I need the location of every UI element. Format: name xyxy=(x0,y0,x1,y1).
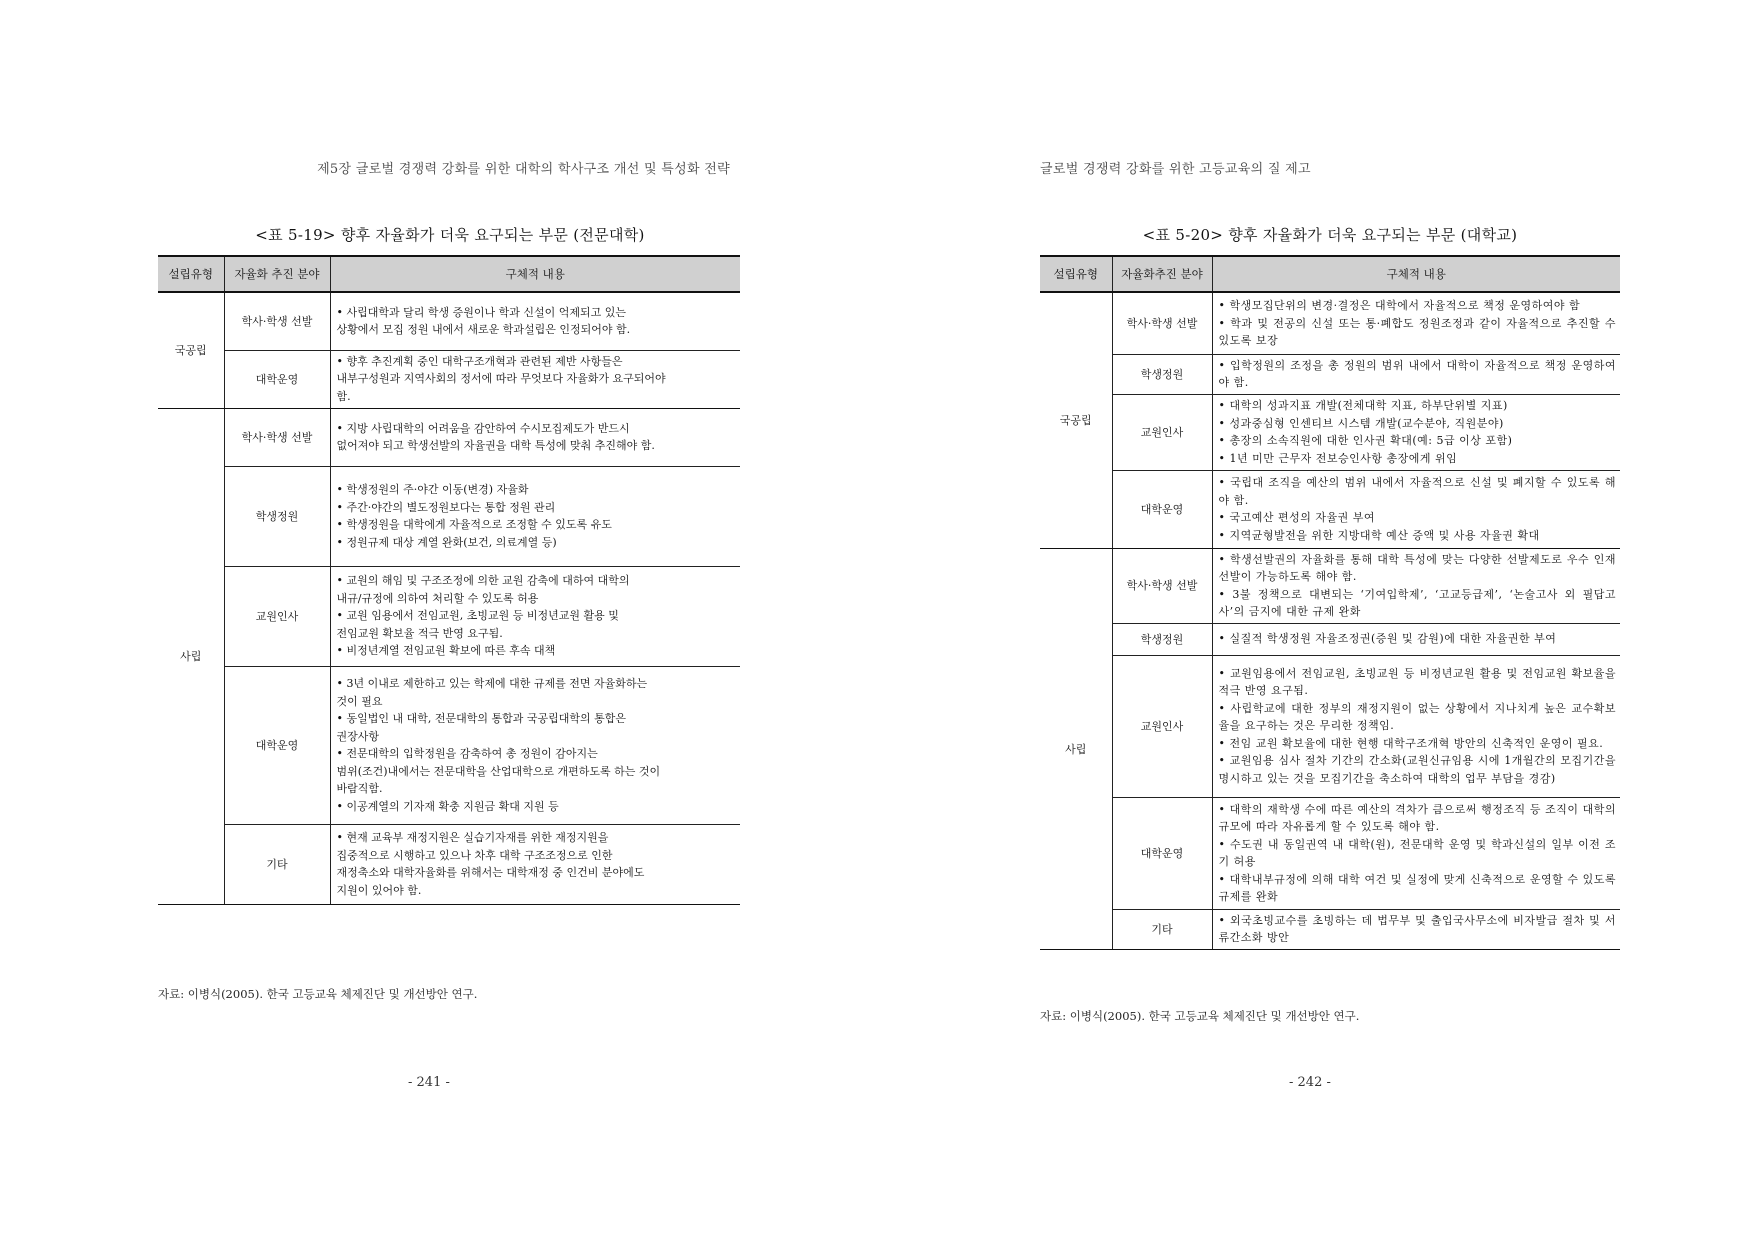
content-line: 바람직함. xyxy=(336,782,383,795)
content-line: • 주간·야간의 별도정원보다는 통합 정원 관리 xyxy=(336,500,556,514)
source-note: 자료: 이병식(2005). 한국 고등교육 체제진단 및 개선방안 연구. xyxy=(158,987,478,1001)
establishment-type-cell: 사립 xyxy=(1040,548,1112,949)
table-row xyxy=(1040,909,1620,949)
content-line: 범위(조건)내에서는 전문대학을 산업대학으로 개편하도록 하는 것이 xyxy=(336,764,661,778)
table-row xyxy=(1040,623,1620,655)
content-cell xyxy=(1212,797,1620,909)
field-cell: 대학운영 xyxy=(1112,797,1212,909)
content-line: • 국고예산 편성의 자율권 부여 xyxy=(1218,511,1375,524)
content-line: • 전임 교원 확보율에 대한 현행 대학구조개혁 방안의 신축적인 운영이 필요. xyxy=(1218,736,1604,750)
establishment-type-cell: 사립 xyxy=(158,408,224,904)
content-cell xyxy=(1212,623,1620,655)
table-row xyxy=(1040,470,1620,548)
content-line: • 학과 및 전공의 신설 또는 통·폐합도 정원조정과 같이 자율적으로 추진할 수 있도록 보장 xyxy=(1218,316,1616,347)
content-line: 전임교원 확보율 적극 반영 요구됨. xyxy=(336,626,503,640)
field-cell: 학사·학생 선발 xyxy=(224,292,330,350)
content-cell xyxy=(1212,655,1620,797)
content-line: • 교원임용 심사 절차 기간의 간소화(교원신규임용 시에 1개월간의 모집기간을 명시하고 있는 것을 모집기간을 축소하여 대학의 업무 부담을 경감) xyxy=(1218,754,1616,785)
header-type: 설립유형 xyxy=(1040,256,1112,292)
field-cell: 기타 xyxy=(224,824,330,904)
content-line: 없어져야 되고 학생선발의 자율권을 대학 특성에 맞춰 추진해야 함. xyxy=(336,439,655,452)
field-cell: 대학운영 xyxy=(224,350,330,408)
header-field: 자율화추진 분야 xyxy=(1112,256,1212,292)
content-line: • 사립대학과 달리 학생 증원이나 학과 신설이 억제되고 있는 xyxy=(336,305,626,319)
content-cell xyxy=(1212,548,1620,623)
header-content: 구체적 내용 xyxy=(1212,256,1620,292)
content-line: • 실질적 학생정원 자율조정권(증원 및 감원)에 대한 자율권한 부여 xyxy=(1218,632,1557,646)
content-line: • 교원임용에서 전임교원, 초빙교원 등 비정년교원 활용 및 전임교원 확보율을 적극 반영 요구됨. xyxy=(1218,666,1616,698)
table-row xyxy=(158,466,740,566)
content-cell xyxy=(330,566,740,666)
content-cell xyxy=(1212,470,1620,548)
left-page xyxy=(0,0,876,1240)
content-line: • 학생정원을 대학에게 자율적으로 조정할 수 있도록 유도 xyxy=(336,518,612,531)
table-row xyxy=(1040,292,1620,354)
header-content: 구체적 내용 xyxy=(330,256,740,292)
field-cell: 학사·학생 선발 xyxy=(1112,292,1212,354)
content-line: • 비정년계열 전임교원 확보에 따른 후속 대책 xyxy=(336,644,556,658)
table-row xyxy=(158,824,740,904)
source-note: 자료: 이병식(2005). 한국 고등교육 체제진단 및 개선방안 연구. xyxy=(1040,1009,1360,1023)
content-line: • 총장의 소속직원에 대한 인사권 확대(예: 5급 이상 포함) xyxy=(1218,434,1513,447)
table-body xyxy=(158,292,740,904)
table-row xyxy=(158,408,740,466)
field-cell: 학사·학생 선발 xyxy=(224,408,330,466)
field-cell: 대학운영 xyxy=(224,666,330,824)
content-line: • 교원 임용에서 전임교원, 초빙교원 등 비정년교원 활용 및 xyxy=(336,609,619,623)
right-page xyxy=(876,0,1753,1240)
content-line: • 국립대 조직을 예산의 범위 내에서 자율적으로 신설 및 폐지할 수 있도록 해야 함. xyxy=(1218,476,1616,507)
content-cell xyxy=(330,666,740,824)
content-cell xyxy=(330,292,740,350)
establishment-type-cell: 국공립 xyxy=(158,292,224,408)
content-line: 것이 필요 xyxy=(336,694,383,708)
content-line: • 사립학교에 대한 정부의 재정지원이 없는 상황에서 지나치게 높은 교수확보율을 요구하는 것은 무리한 정책임. xyxy=(1218,701,1616,733)
page-number: - 241 - xyxy=(408,1075,450,1090)
running-header: 제5장 글로벌 경쟁력 강화를 위한 대학의 학사구조 개선 및 특성화 전략 xyxy=(317,162,730,177)
establishment-type-cell: 국공립 xyxy=(1040,292,1112,548)
content-line: • 성과중심형 인센티브 시스템 개발(교수분야, 직원분야) xyxy=(1218,416,1504,430)
table-body xyxy=(1040,292,1620,949)
content-line: • 3년 이내로 제한하고 있는 학제에 대한 규제를 전면 자율화하는 xyxy=(336,677,648,690)
field-cell: 학사·학생 선발 xyxy=(1112,548,1212,623)
content-cell xyxy=(330,408,740,466)
content-line: • 정원규제 대상 계열 완화(보건, 의료계열 등) xyxy=(336,535,557,549)
autonomy-table-university xyxy=(1040,255,1620,950)
content-line: 재정축소와 대학자율화를 위해서는 대학재정 중 인건비 분야에도 xyxy=(336,866,645,879)
content-line: • 지역균형발전을 위한 지방대학 예산 증액 및 사용 자율권 확대 xyxy=(1218,528,1540,542)
content-line: 내규/규정에 의하여 처리할 수 있도록 허용 xyxy=(336,591,539,605)
field-cell: 교원인사 xyxy=(1112,655,1212,797)
content-line: • 학생정원의 주·야간 이동(변경) 자율화 xyxy=(336,483,529,496)
content-line: • 교원의 해임 및 구조조정에 의한 교원 감축에 대하여 대학의 xyxy=(336,574,630,588)
content-line: • 외국초빙교수를 초빙하는 데 법무부 및 출입국사무소에 비자발급 절차 및 서류간소화 방안 xyxy=(1218,913,1616,944)
table-caption: <표 5-19> 향후 자율화가 더욱 요구되는 부문 (전문대학) xyxy=(255,226,645,244)
table-row xyxy=(1040,354,1620,394)
table-caption: <표 5-20> 향후 자율화가 더욱 요구되는 부문 (대학교) xyxy=(1142,226,1518,244)
content-line: • 입학정원의 조정을 총 정원의 범위 내에서 대학이 자율적으로 책정 운영하여야 함. xyxy=(1218,358,1616,389)
content-line: • 이공계열의 기자재 확충 지원금 확대 지원 등 xyxy=(336,799,559,813)
table-row xyxy=(1040,394,1620,470)
table-row xyxy=(158,566,740,666)
autonomy-table-junior-college xyxy=(158,255,740,905)
content-line: • 지방 사립대학의 어려움을 감안하여 수시모집제도가 반드시 xyxy=(336,421,630,435)
content-line: 내부구성원과 지역사회의 정서에 따라 무엇보다 자율화가 요구되어야 xyxy=(336,372,666,386)
table-row xyxy=(1040,548,1620,623)
content-line: 함. xyxy=(336,389,351,403)
running-header: 글로벌 경쟁력 강화를 위한 고등교육의 질 제고 xyxy=(1040,162,1311,177)
header-field: 자율화 추진 분야 xyxy=(224,256,330,292)
page-number: - 242 - xyxy=(1289,1075,1331,1090)
content-line: 지원이 있어야 함. xyxy=(336,883,422,897)
content-line: • 동일법인 내 대학, 전문대학의 통합과 국공립대학의 통합은 xyxy=(336,712,626,725)
field-cell: 기타 xyxy=(1112,909,1212,949)
content-cell xyxy=(1212,394,1620,470)
table-row xyxy=(158,292,740,350)
table-row xyxy=(158,350,740,408)
content-line: • 대학의 재학생 수에 따른 예산의 격차가 큼으로써 행정조직 등 조직이 대학의 규모에 따라 자유롭게 할 수 있도록 해야 함. xyxy=(1218,802,1616,833)
content-line: • 현재 교육부 재정지원은 실습기자재를 위한 재정지원을 xyxy=(336,831,609,844)
content-line: • 수도권 내 동일권역 내 대학(원), 전문대학 운영 및 학과신설의 일부 이전 조기 허용 xyxy=(1218,837,1616,868)
field-cell: 대학운영 xyxy=(1112,470,1212,548)
content-line: • 3불 정책으로 대변되는 ‘기여입학제’, ‘고교등급제’, ‘논술고사 외 필답고사’의 금지에 대한 규제 완화 xyxy=(1218,587,1616,618)
content-cell xyxy=(1212,354,1620,394)
content-line: • 대학내부규정에 의해 대학 여건 및 실정에 맞게 신축적으로 운영할 수 있도록 규제를 완화 xyxy=(1218,872,1616,903)
content-cell xyxy=(330,350,740,408)
content-line: 집중적으로 시행하고 있으나 차후 대학 구조조정으로 인한 xyxy=(336,848,613,862)
content-line: • 학생선발권의 자율화를 통해 대학 특성에 맞는 다양한 선발제도로 우수 인재 선발이 가능하도록 해야 함. xyxy=(1218,552,1616,583)
table-row xyxy=(158,666,740,824)
content-cell xyxy=(1212,292,1620,354)
content-cell xyxy=(330,466,740,566)
field-cell: 학생정원 xyxy=(224,466,330,566)
content-line: • 1년 미만 근무자 전보승인사항 총장에게 위임 xyxy=(1218,451,1458,465)
content-line: • 학생모집단위의 변경·결정은 대학에서 자율적으로 책정 운영하여야 함 xyxy=(1218,299,1581,312)
table-row xyxy=(1040,797,1620,909)
field-cell: 교원인사 xyxy=(1112,394,1212,470)
content-line: • 전문대학의 입학정원을 감축하여 총 정원이 감아지는 xyxy=(336,747,598,760)
table-row xyxy=(1040,655,1620,797)
header-type: 설립유형 xyxy=(158,256,224,292)
field-cell: 학생정원 xyxy=(1112,354,1212,394)
field-cell: 학생정원 xyxy=(1112,623,1212,655)
content-cell xyxy=(1212,909,1620,949)
content-cell xyxy=(330,824,740,904)
content-line: 상황에서 모집 정원 내에서 새로운 학과설립은 인정되어야 함. xyxy=(336,323,631,337)
content-line: • 대학의 성과지표 개발(전체대학 지표, 하부단위별 지표) xyxy=(1218,399,1508,412)
field-cell: 교원인사 xyxy=(224,566,330,666)
content-line: • 향후 추진계획 중인 대학구조개혁과 관련된 제반 사항들은 xyxy=(336,354,623,368)
content-line: 권장사항 xyxy=(336,729,380,743)
